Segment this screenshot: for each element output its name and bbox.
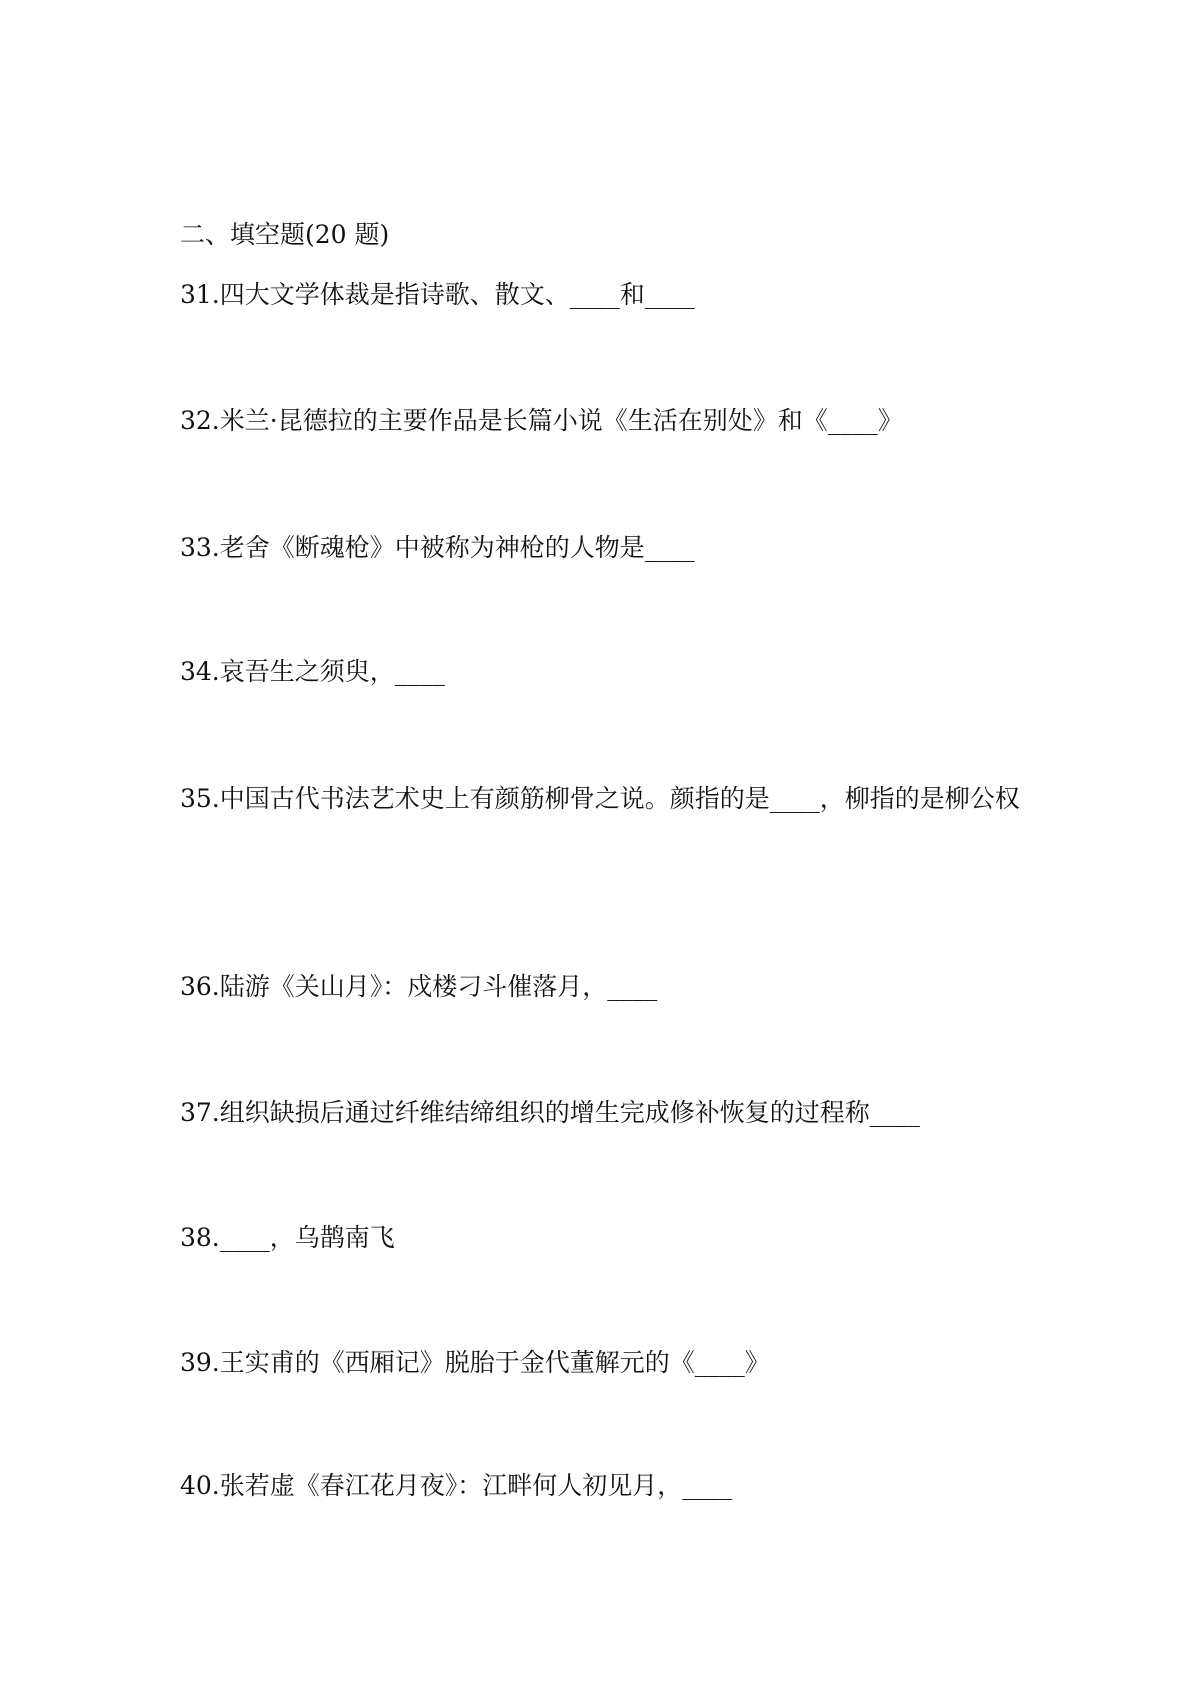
question-37: 37.组织缺损后通过纤维结缔组织的增生完成修补恢复的过程称____ xyxy=(180,1098,920,1127)
question-40: 40.张若虚《春江花月夜》：江畔何人初见月，____ xyxy=(180,1471,733,1500)
question-39: 39.王实甫的《西厢记》脱胎于金代董解元的《____》 xyxy=(180,1348,770,1377)
question-32: 32.米兰·昆德拉的主要作品是长篇小说《生活在别处》和《____》 xyxy=(180,406,903,435)
question-31: 31.四大文学体裁是指诗歌、散文、____和____ xyxy=(180,280,695,309)
question-34: 34.哀吾生之须臾，____ xyxy=(180,657,445,686)
question-33: 33.老舍《断魂枪》中被称为神枪的人物是____ xyxy=(180,533,695,562)
question-36: 36.陆游《关山月》：戍楼刁斗催落月，____ xyxy=(180,972,658,1001)
section-title: 二、填空题(20 题) xyxy=(180,220,390,249)
question-35: 35.中国古代书法艺术史上有颜筋柳骨之说。颜指的是____，柳指的是柳公权 xyxy=(180,784,1020,813)
question-38: 38.____，乌鹊南飞 xyxy=(180,1223,395,1252)
